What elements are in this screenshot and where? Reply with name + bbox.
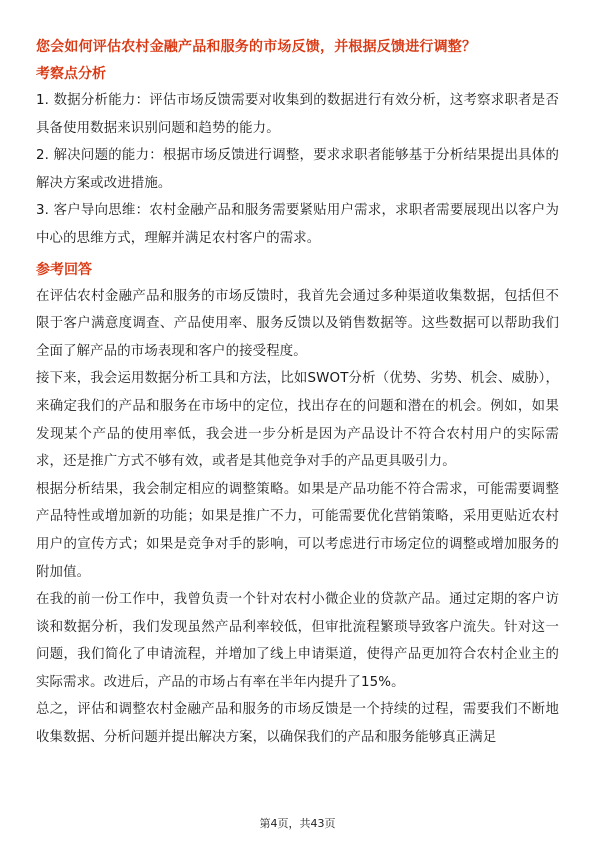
answer-paragraph-2: 接下来，我会运用数据分析工具和方法，比如SWOT分析（优势、劣势、机会、威胁），来确定我们的产品和服务在市场中的定位，找出存在的问题和潜在的机会。例如，如果发现某个产品的使用率低，我会进一步分析是因为产品设计不符合农村用户的实际需求，还是推广方式不够有效，或者是其他竞争对手的产品更具吸引力。	[36, 371, 559, 470]
analysis-item-1: 1. 数据分析能力：评估市场反馈需要对收集到的数据进行有效分析，这考察求职者是否具备使用数据来识别问题和趋势的能力。	[36, 93, 559, 136]
document-page	[36, 36, 559, 752]
answer-body	[36, 283, 559, 752]
answer-paragraph-1: 在评估农村金融产品和服务的市场反馈时，我首先会通过多种渠道收集数据，包括但不限于客户满意度调查、产品使用率、服务反馈以及销售数据等。这些数据可以帮助我们全面了解产品的市场表现和客户的接受程度。	[36, 288, 559, 359]
analysis-heading: 考察点分析	[36, 66, 106, 82]
question-title: 您会如何评估农村金融产品和服务的市场反馈，并根据反馈进行调整？	[36, 39, 477, 55]
answer-heading: 参考回答	[36, 261, 92, 278]
analysis-list	[36, 87, 559, 253]
page-number: 第4页，共43页	[259, 817, 336, 830]
answer-paragraph-5: 总之，评估和调整农村金融产品和服务的市场反馈是一个持续的过程，需要我们不断地收集数据、分析问题并提出解决方案，以确保我们的产品和服务能够真正满足	[36, 702, 559, 746]
answer-paragraph-3: 根据分析结果，我会制定相应的调整策略。如果是产品功能不符合需求，可能需要调整产品特性或增加新的功能；如果是推广不力，可能需要优化营销策略，采用更贴近农村用户的宣传方式；如果是竞争对手的影响，可以考虑进行市场定位的调整或增加服务的附加值。	[36, 481, 559, 580]
analysis-item-2: 2. 解决问题的能力：根据市场反馈进行调整，要求求职者能够基于分析结果提出具体的解决方案或改进措施。	[36, 148, 559, 191]
analysis-item-3: 3. 客户导向思维：农村金融产品和服务需要紧贴用户需求，求职者需要展现出以客户为中心的思维方式，理解并满足农村客户的需求。	[36, 203, 559, 246]
answer-paragraph-4: 在我的前一份工作中，我曾负责一个针对农村小微企业的贷款产品。通过定期的客户访谈和数据分析，我们发现虽然产品利率较低，但审批流程繁琐导致客户流失。针对这一问题，我们简化了申请流程，并增加了线上申请渠道，使得产品更加符合农村企业主的实际需求。改进后，产品的市场占有率在半年内提升了15%。	[36, 592, 559, 690]
